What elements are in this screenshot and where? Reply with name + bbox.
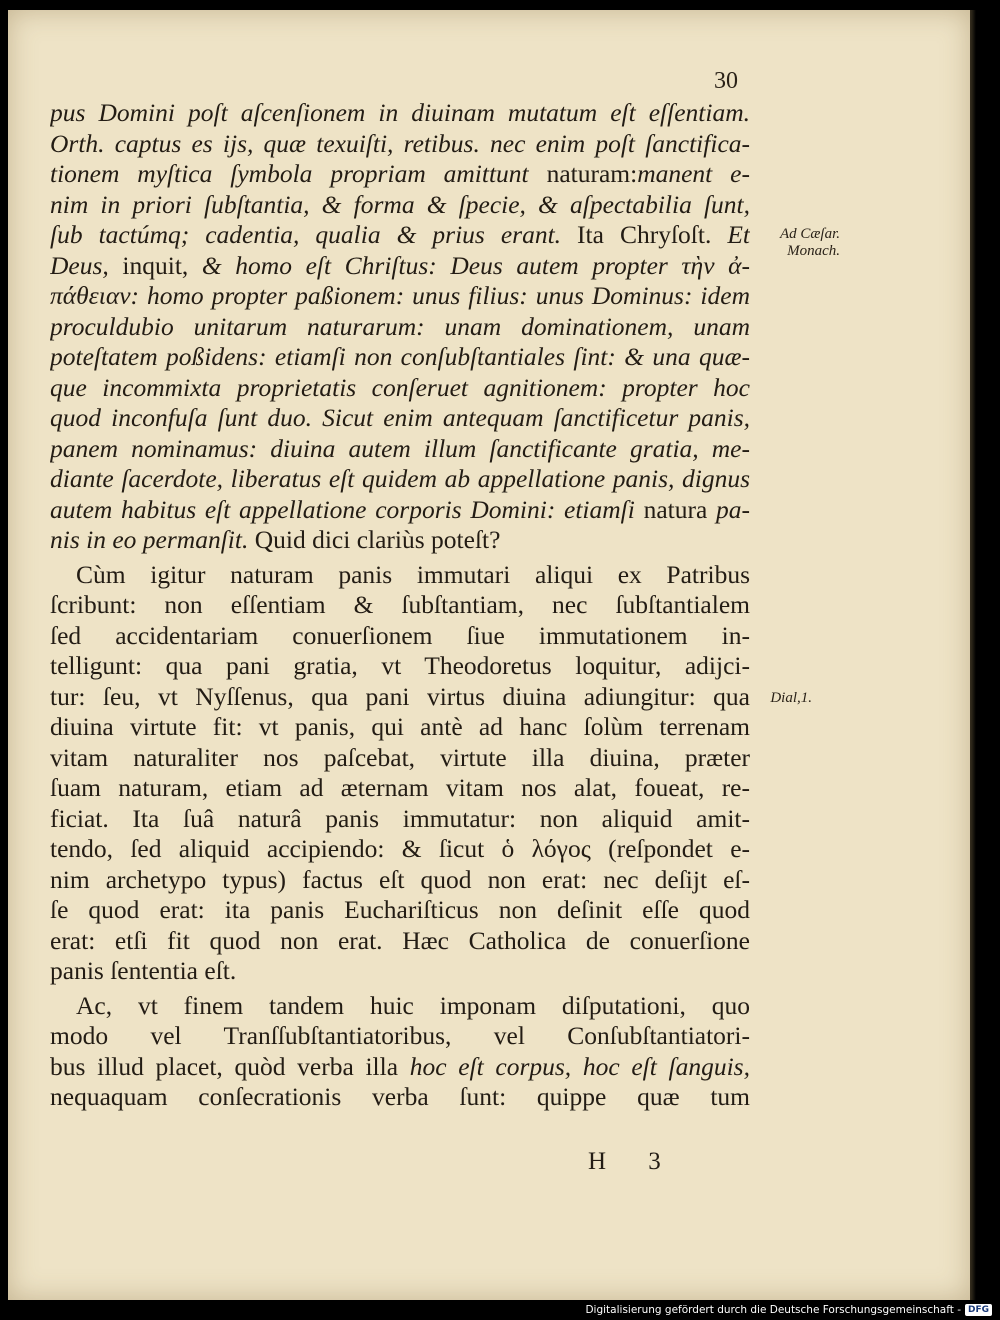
paragraph-start: Cùm igitur naturam panis immutari aliqui ex Patribus (76, 559, 750, 589)
text-line: ſuam naturam, etiam ad æternam vitam nos alat, foueat, re- (50, 773, 750, 802)
text-line: diante ſacerdote, liberatus eſt quidem ab appellatione panis, dignus (50, 464, 750, 493)
text-line: tur: ſeu, vt Nyſſenus, qua pani virtus diuina adiungitur: qua (50, 681, 750, 711)
text-line: ſe quod erat: ita panis Euchariſticus non deſinit eſſe quod (50, 895, 750, 924)
text-line: nis in eo permanſit. Quid dici clariùs poteſt? (50, 525, 501, 554)
text-line: nequaquam conſecrationis verba ſunt: quippe quæ tum (50, 1082, 750, 1111)
text-line: πάθειαν: homo propter paßionem: unus filius: unus Dominus: idem (50, 281, 750, 310)
margin-note-dial: Dial,1. (770, 690, 812, 706)
text-line: autem habitus eſt appellatione corporis Domini: etiamſi natura pa- (50, 494, 750, 524)
text-line: vitam naturaliter nos paſcebat, virtute illa diuina, præter (50, 742, 750, 772)
text-line: modo vel Tranſſubſtantiatoribus, vel Conſubſtantiatori- (50, 1021, 750, 1050)
dfg-logo: DFG (965, 1304, 992, 1316)
text-line: ſub tactúmq; cadentia, qualia & prius erant. Ita Chryſoſt. Et (50, 220, 750, 249)
text-line: proculdubio unitarum naturarum: unam dominationem, unam (50, 311, 750, 341)
paragraph-start: Ac, vt finem tandem huic imponam diſputationi, quo (76, 990, 750, 1020)
footer-text: Digitalisierung gefördert durch die Deutsche Forschungsgemeinschaft - (585, 1304, 961, 1316)
text-line: nim archetypo typus) factus eſt quod non erat: nec deſijt eſ- (50, 864, 750, 894)
footer (585, 1304, 992, 1316)
text-line: telligunt: qua pani gratia, vt Theodoretus loquitur, adijci- (50, 651, 750, 680)
text-line: pus Domini poſt aſcenſionem in diuinam mutatum eſt eſſentiam. (50, 98, 750, 127)
text-line: poteſtatem poßidens: etiamſi non conſubſtantiales ſint: & una quæ- (50, 342, 750, 371)
text-line: tionem myſtica ſymbola propriam amittunt naturam:manent e- (50, 159, 750, 188)
text-line: bus illud placet, quòd verba illa hoc eſt corpus, hoc eſt ſanguis, (50, 1051, 750, 1081)
text-line: tendo, ſed aliquid accipiendo: & ſicut ὁ λόγος (reſpondet e- (50, 834, 750, 863)
text-line: ſed accidentariam conuerſionem ſiue immutationem in- (50, 620, 750, 650)
text-line: ficiat. Ita ſuâ naturâ panis immutatur: non aliquid amit- (50, 803, 750, 833)
text-line: Deus, inquit, & homo eſt Chriſtus: Deus autem propter τὴν ἀ- (50, 250, 750, 280)
text-line: ſcribunt: non eſſentiam & ſubſtantiam, nec ſubſtantialem (50, 590, 750, 619)
text-line: nim in priori ſubſtantia, & forma & ſpecie, & aſpectabilia ſunt, (50, 189, 750, 219)
book-page (8, 10, 970, 1300)
text-line: erat: etſi fit quod non erat. Hæc Catholica de conuerſione (50, 925, 750, 955)
page-number: 30 (714, 68, 738, 94)
margin-note-ad-caesar: Ad Cæſar. Monach. (779, 226, 840, 259)
body-text (50, 98, 750, 1113)
text-line: diuina virtute fit: vt panis, qui antè ad hanc ſolùm terrenam (50, 712, 750, 741)
text-line: panem nominamus: diuina autem illum ſanctificante gratia, me- (50, 433, 750, 463)
text-line: panis ſententia eſt. (50, 956, 237, 985)
text-line: quod inconfuſa ſunt duo. Sicut enim antequam ſanctificetur panis, (50, 403, 750, 432)
signature-mark: H 3 (588, 1148, 679, 1175)
text-line: que incommixta proprietatis conſeruet agnitionem: propter hoc (50, 372, 750, 402)
text-line: Orth. captus es ijs, quæ texuiſti, retibus. nec enim poſt ſanctifica- (50, 128, 750, 158)
